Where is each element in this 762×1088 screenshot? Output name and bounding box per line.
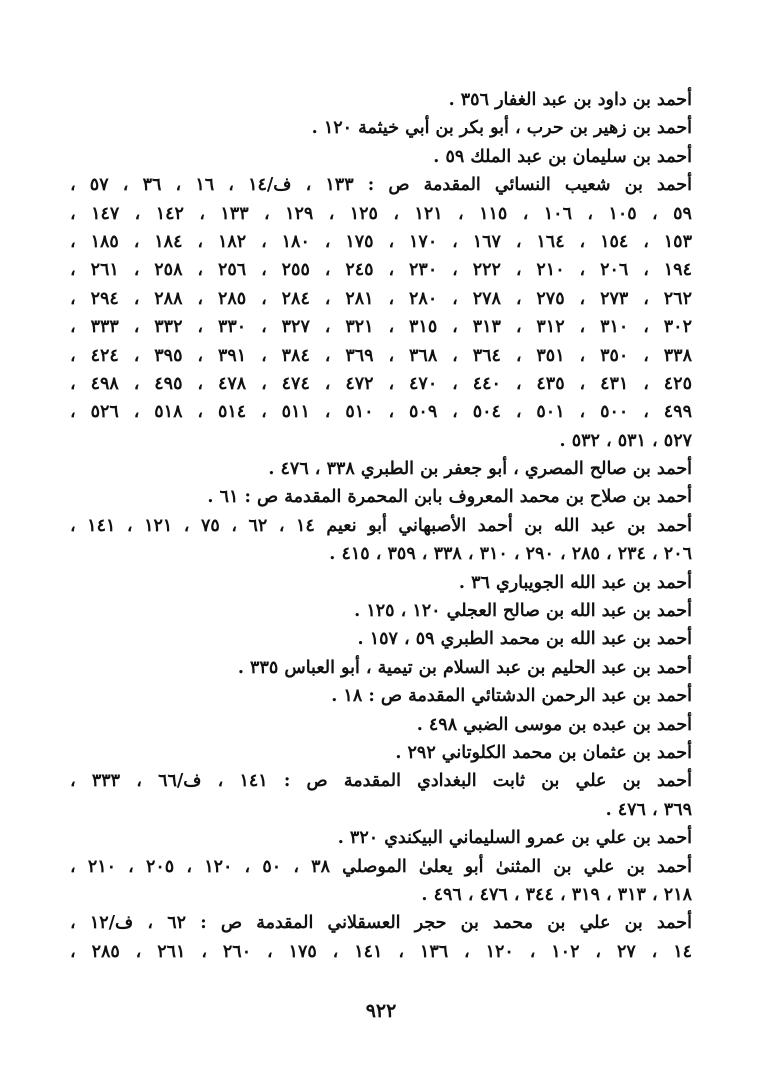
index-line: ١٩٤ ، ٢٠٦ ، ٢١٠ ، ٢٢٢ ، ٢٣٠ ، ٢٤٥ ، ٢٥٥ ، ٢٥٦ ، ٢٥٨ ، ٢٦١ ،: [70, 260, 692, 281]
index-line: أحمد بن عبد الحليم بن عبد السلام بن تيمية ، أبو العباس ٣٣٥ .: [237, 657, 692, 678]
index-line: أحمد بن عبد الله بن صالح العجلي ١٢٠ ، ١٢٥ .: [354, 601, 692, 622]
index-line: ٥٢٧ ، ٥٣١ ، ٥٣٢ .: [559, 430, 692, 451]
index-line: أحمد بن صلاح بن محمد المعروف بابن المحمرة المقدمة ص : ٦١ .: [207, 487, 692, 508]
index-line: ٤٩٩ ، ٥٠٠ ، ٥٠١ ، ٥٠٤ ، ٥٠٩ ، ٥١٠ ، ٥١١ ، ٥١٤ ، ٥١٨ ، ٥٢٦ ،: [70, 402, 692, 423]
index-entries: [70, 86, 692, 966]
index-line: ٢٠٦ ، ٢٣٤ ، ٢٨٥ ، ٢٩٠ ، ٣١٠ ، ٣٣٨ ، ٣٥٩ ، ٤١٥ .: [329, 544, 692, 565]
index-line: أحمد بن عبد الله الجويباري ٣٦ .: [458, 572, 692, 593]
index-line: ٤٢٥ ، ٤٣١ ، ٤٣٥ ، ٤٤٠ ، ٤٧٠ ، ٤٧٢ ، ٤٧٤ ، ٤٧٨ ، ٤٩٥ ، ٤٩٨ ،: [70, 373, 692, 394]
index-line: أحمد بن علي بن محمد بن حجر العسقلاني المقدمة ص : ٦٢ ، ف/١٢ ،: [70, 913, 692, 934]
index-line: أحمد بن عبده بن موسى الضبي ٤٩٨ .: [416, 714, 692, 735]
index-line: ٢٦٢ ، ٢٧٣ ، ٢٧٥ ، ٢٧٨ ، ٢٨٠ ، ٢٨١ ، ٢٨٤ ، ٢٨٥ ، ٢٨٨ ، ٢٩٤ ،: [70, 288, 692, 309]
index-line: أحمد بن عبد الله بن محمد الطبري ٥٩ ، ١٥٧ .: [357, 629, 692, 650]
index-line: ٣٦٩ ، ٤٧٦ .: [605, 799, 692, 820]
index-line: أحمد بن زهير بن حرب ، أبو بكر بن أبي خيثمة ١٢٠ .: [311, 118, 692, 139]
index-line: ٥٩ ، ١٠٥ ، ١٠٦ ، ١١٥ ، ١٢١ ، ١٢٥ ، ١٢٩ ، ١٣٣ ، ١٤٢ ، ١٤٧ ،: [70, 203, 692, 224]
index-line: ٢١٨ ، ٣١٣ ، ٣١٩ ، ٣٤٤ ، ٤٧٦ ، ٤٩٦ .: [421, 884, 692, 905]
index-line: أحمد بن صالح المصري ، أبو جعفر بن الطبري ٣٣٨ ، ٤٧٦ .: [268, 459, 692, 480]
index-line: أحمد بن عبد الله بن أحمد الأصبهاني أبو نعيم ١٤ ، ٦٢ ، ٧٥ ، ١٢١ ، ١٤١ ،: [70, 515, 692, 536]
page-number: ٩٢٢: [365, 1000, 397, 1022]
index-line: ١٥٣ ، ١٥٤ ، ١٦٤ ، ١٦٧ ، ١٧٠ ، ١٧٥ ، ١٨٠ ، ١٨٢ ، ١٨٤ ، ١٨٥ ،: [70, 231, 692, 252]
index-line: أحمد بن شعيب النسائي المقدمة ص : ١٣٣ ، ف/١٤ ، ١٦ ، ٣٦ ، ٥٧ ،: [70, 175, 692, 196]
index-line: أحمد بن داود بن عبد الغفار ٣٥٦ .: [448, 90, 692, 110]
index-line: ٣٣٨ ، ٣٥٠ ، ٣٥١ ، ٣٦٤ ، ٣٦٨ ، ٣٦٩ ، ٣٨٤ ، ٣٩١ ، ٣٩٥ ، ٤٢٤ ،: [70, 345, 692, 366]
index-line: ٣٠٢ ، ٣١٠ ، ٣١٢ ، ٣١٣ ، ٣١٥ ، ٣٢١ ، ٣٢٧ ، ٣٣٠ ، ٣٣٢ ، ٣٣٣ ،: [70, 317, 692, 338]
index-line: أحمد بن عثمان بن محمد الكلوتاني ٢٩٢ .: [395, 742, 692, 763]
index-line: أحمد بن علي بن المثنىٰ أبو يعلىٰ الموصلي ٣٨ ، ٥٠ ، ١٢٠ ، ٢٠٥ ، ٢١٠ ،: [70, 856, 692, 877]
index-line: أحمد بن علي بن ثابت البغدادي المقدمة ص : ١٤١ ، ف/٦٦ ، ٣٣٣ ،: [70, 771, 692, 792]
index-line: ١٤ ، ٢٧ ، ١٠٢ ، ١٢٠ ، ١٣٦ ، ١٤١ ، ١٧٥ ، ٢٦٠ ، ٢٦١ ، ٢٨٥ ،: [70, 941, 692, 962]
index-line: أحمد بن سليمان بن عبد الملك ٥٩ .: [433, 146, 692, 167]
index-line: أحمد بن علي بن عمرو السليماني البيكندي ٣٢٠ .: [337, 828, 692, 849]
index-line: أحمد بن عبد الرحمن الدشتائي المقدمة ص : ١٨ .: [331, 686, 692, 707]
